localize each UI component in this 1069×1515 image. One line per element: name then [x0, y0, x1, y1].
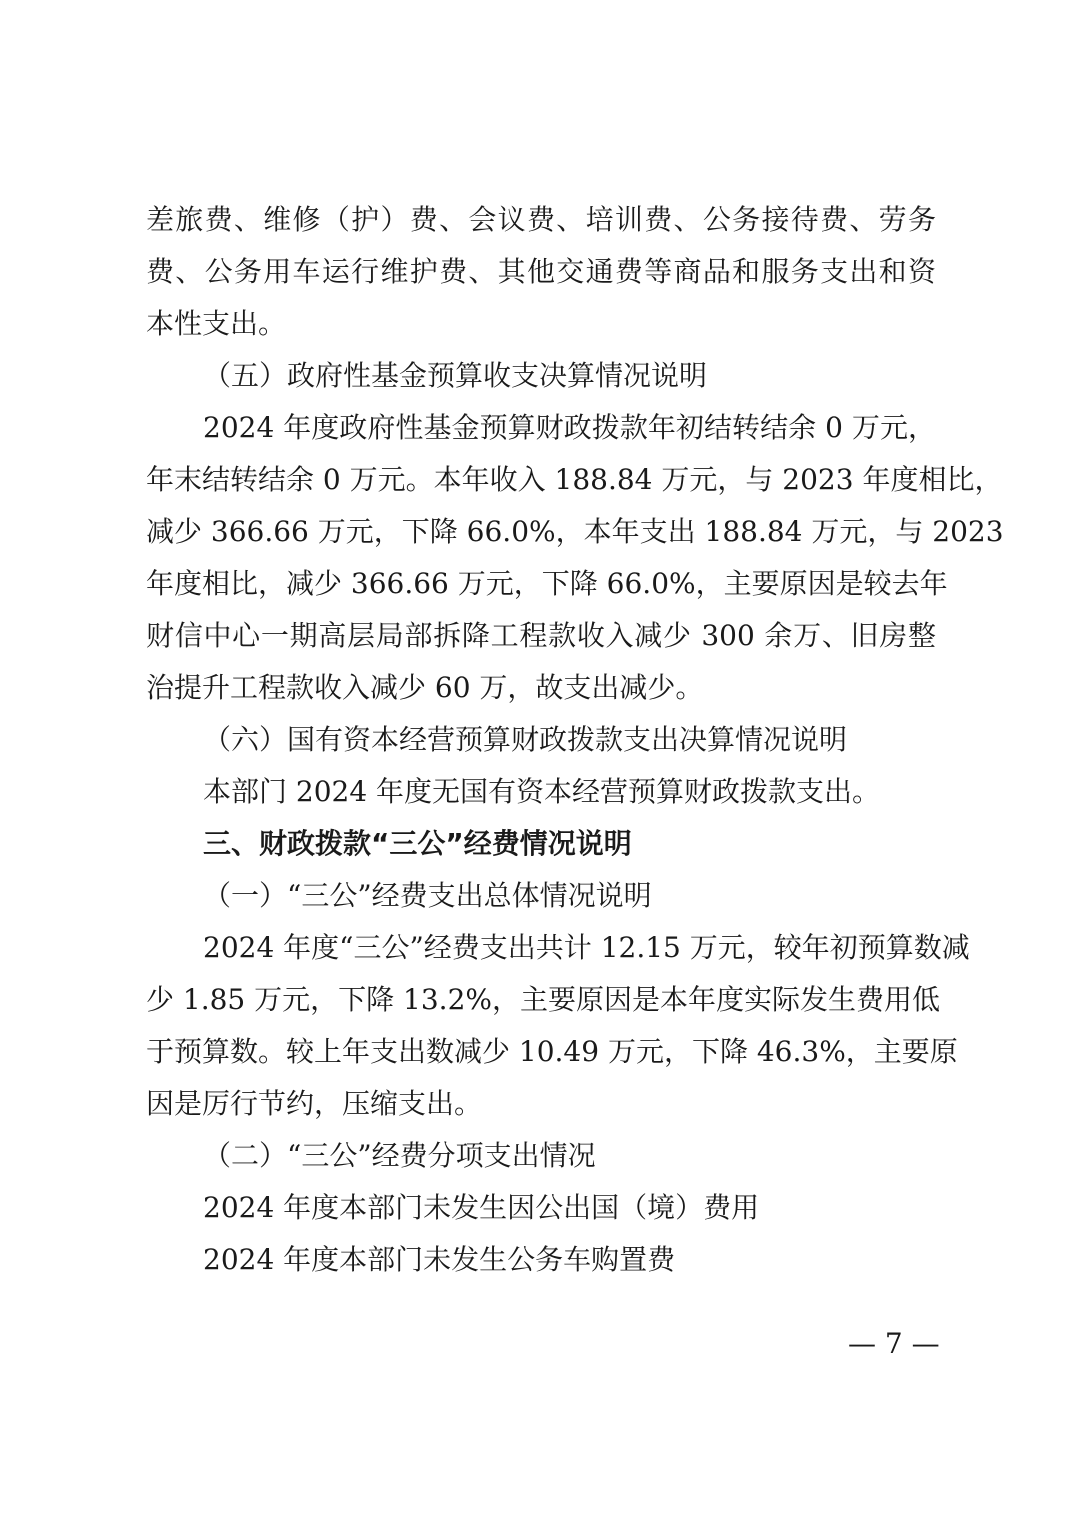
paragraph-line: 本性支出。	[146, 307, 287, 340]
chapter-heading: 三、财政拨款“三公”经费情况说明	[203, 827, 632, 860]
section-heading: （一）“三公”经费支出总体情况说明	[203, 879, 652, 912]
paragraph-line: 2024 年度政府性基金预算财政拨款年初结转结余 0 万元，	[203, 411, 936, 444]
section-heading: （六）国有资本经营预算财政拨款支出决算情况说明	[203, 723, 848, 756]
paragraph-line: 2024 年度“三公”经费支出共计 12.15 万元，较年初预算数减	[203, 931, 970, 964]
paragraph-line: 年末结转结余 0 万元。本年收入 188.84 万元，与 2023 年度相比，	[146, 463, 1003, 496]
section-heading: （二）“三公”经费分项支出情况	[203, 1139, 596, 1172]
section-heading: （五）政府性基金预算收支决算情况说明	[203, 359, 708, 392]
paragraph-line: 减少 366.66 万元，下降 66.0%，本年支出 188.84 万元，与 2023	[146, 515, 1004, 548]
paragraph-line: 因是厉行节约，压缩支出。	[146, 1087, 483, 1120]
paragraph-line: 差旅费、维修（护）费、会议费、培训费、公务接待费、劳务	[146, 203, 936, 236]
paragraph-line: 于预算数。较上年支出数减少 10.49 万元，下降 46.3%，主要原	[146, 1035, 958, 1068]
paragraph-line: 少 1.85 万元，下降 13.2%，主要原因是本年度实际发生费用低	[146, 983, 940, 1016]
paragraph-line: 财信中心一期高层局部拆降工程款收入减少 300 余万、旧房整	[146, 619, 936, 652]
paragraph-line: 费、公务用车运行维护费、其他交通费等商品和服务支出和资	[146, 255, 936, 288]
paragraph-line: 治提升工程款收入减少 60 万，故支出减少。	[146, 671, 704, 704]
paragraph-line: 本部门 2024 年度无国有资本经营预算财政拨款支出。	[203, 775, 881, 808]
paragraph-line: 2024 年度本部门未发生因公出国（境）费用	[203, 1191, 760, 1224]
page-number: — 7 —	[848, 1327, 940, 1360]
paragraph-line: 2024 年度本部门未发生公务车购置费	[203, 1243, 676, 1276]
paragraph-line: 年度相比，减少 366.66 万元，下降 66.0%，主要原因是较去年	[146, 567, 948, 600]
